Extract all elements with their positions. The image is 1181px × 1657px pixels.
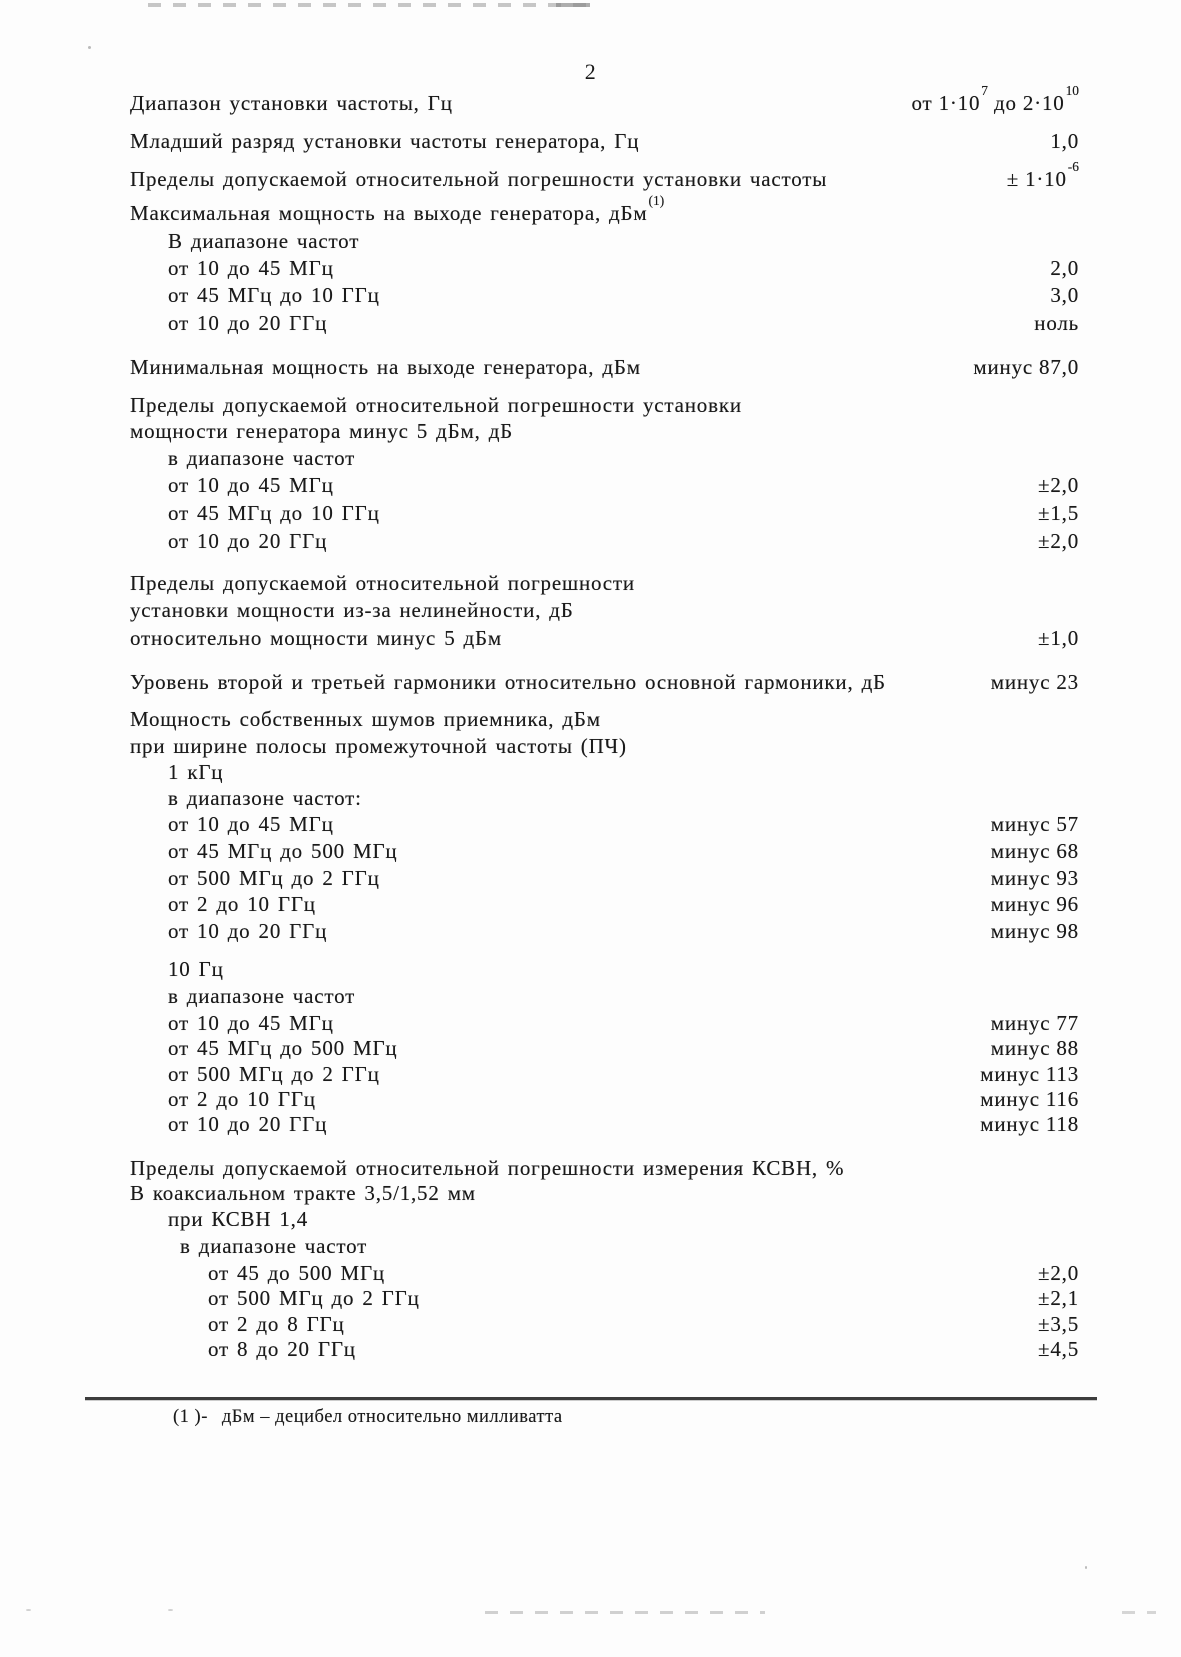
spec-value: минус 87,0 — [973, 355, 1079, 379]
spec-label: от 45 до 500 МГц — [208, 1261, 385, 1285]
spec-row — [0, 762, 1181, 789]
spec-value: 3,0 — [1050, 283, 1079, 307]
spec-label: от 45 МГц до 500 МГц — [168, 839, 398, 863]
spec-row — [0, 285, 1181, 312]
spec-value: ±1,5 — [1038, 501, 1079, 525]
spec-label: от 10 до 20 ГГц — [168, 919, 328, 943]
spec-row — [0, 395, 1181, 422]
spec-label: Уровень второй и третьей гармоники относительно основной гармоники, дБ — [130, 670, 886, 694]
spec-value: минус 88 — [990, 1036, 1079, 1060]
spec-label: 10 Гц — [168, 957, 224, 981]
spec-label: в диапазоне частот — [168, 446, 356, 470]
spec-row — [0, 672, 1181, 699]
spec-row — [0, 894, 1181, 921]
spec-value: ±2,0 — [1038, 473, 1079, 497]
spec-value: 2,0 — [1050, 256, 1079, 280]
spec-row — [0, 1114, 1181, 1141]
spec-value: минус 23 — [990, 670, 1079, 694]
spec-label: от 45 МГц до 10 ГГц — [168, 283, 380, 307]
spec-label: Пределы допускаемой относительной погрешности установки частоты — [130, 167, 828, 191]
spec-label: Пределы допускаемой относительной погрешности измерения КСВН, % — [130, 1156, 845, 1180]
spec-row — [0, 1038, 1181, 1065]
spec-value: ± $1\cdot 10^{-6}$ — [1006, 158, 1079, 191]
spec-row — [0, 357, 1181, 384]
spec-label: при КСВН 1,4 — [168, 1207, 308, 1231]
spec-row — [0, 475, 1181, 502]
spec-label: Пределы допускаемой относительной погрешности — [130, 571, 635, 595]
spec-label: Минимальная мощность на выходе генератора, дБм — [130, 355, 641, 379]
spec-row — [0, 158, 1181, 196]
spec-label: от 2 до 10 ГГц — [168, 892, 316, 916]
spec-row — [0, 82, 1181, 120]
spec-value: ноль — [1034, 311, 1079, 335]
spec-label: при ширине полосы промежуточной частоты (ПЧ) — [130, 734, 627, 758]
spec-row — [0, 1183, 1181, 1210]
spec-row — [0, 1339, 1181, 1366]
spec-row — [0, 986, 1181, 1013]
spec-label: от 10 до 45 МГц — [168, 473, 334, 497]
spec-value: минус 57 — [990, 812, 1079, 836]
spec-row — [0, 573, 1181, 600]
spec-label: относительно мощности минус 5 дБм — [130, 626, 502, 650]
spec-label: от 10 до 45 МГц — [168, 1011, 334, 1035]
spec-row — [0, 736, 1181, 763]
scan-speck — [168, 1609, 173, 1611]
spec-row — [0, 709, 1181, 736]
spec-value: минус 116 — [980, 1087, 1079, 1111]
spec-row — [0, 421, 1181, 448]
spec-value: минус 118 — [980, 1112, 1079, 1136]
footnote-rule — [85, 1397, 1097, 1400]
spec-row — [0, 1314, 1181, 1341]
spec-label: в диапазоне частот — [180, 1234, 368, 1258]
spec-row — [0, 600, 1181, 627]
spec-value: ±2,0 — [1038, 1261, 1079, 1285]
spec-row — [0, 921, 1181, 948]
spec-row — [0, 959, 1181, 986]
footnote-marker: (1 )- — [173, 1407, 208, 1427]
spec-row — [0, 448, 1181, 475]
spec-label: от 10 до 20 ГГц — [168, 1112, 328, 1136]
spec-row — [0, 1263, 1181, 1290]
spec-label: от 45 МГц до 500 МГц — [168, 1036, 398, 1060]
spec-value: минус 93 — [990, 866, 1079, 890]
spec-row — [0, 841, 1181, 868]
spec-label: от 10 до 20 ГГц — [168, 311, 328, 335]
spec-value: ±1,0 — [1038, 626, 1079, 650]
footnote — [173, 1406, 563, 1428]
page-number: 2 — [584, 59, 597, 84]
spec-row — [0, 1236, 1181, 1263]
spec-label: 1 кГц — [168, 760, 224, 784]
spec-row — [0, 1288, 1181, 1315]
spec-label: установки мощности из-за нелинейности, дБ — [130, 598, 574, 622]
spec-label: от 8 до 20 ГГц — [208, 1337, 356, 1361]
spec-label: от 500 МГц до 2 ГГц — [208, 1286, 420, 1310]
spec-label: в диапазоне частот — [168, 984, 356, 1008]
spec-label: В коаксиальном тракте 3,5/1,52 мм — [130, 1181, 476, 1205]
spec-row — [0, 231, 1181, 258]
spec-value: минус 77 — [990, 1011, 1079, 1035]
spec-label: от 10 до 20 ГГц — [168, 529, 328, 553]
spec-label: от 500 МГц до 2 ГГц — [168, 866, 380, 890]
spec-label: В диапазоне частот — [168, 229, 360, 253]
spec-row — [0, 313, 1181, 340]
spec-value: 1,0 — [1050, 129, 1079, 153]
spec-label: от 2 до 8 ГГц — [208, 1312, 345, 1336]
spec-label: в диапазоне частот: — [168, 786, 362, 810]
spec-label: от 500 МГц до 2 ГГц — [168, 1062, 380, 1086]
spec-label: Мощность собственных шумов приемника, дБм — [130, 707, 601, 731]
scan-speck — [26, 1609, 31, 1611]
spec-value: минус 113 — [980, 1062, 1079, 1086]
spec-row — [0, 258, 1181, 285]
footnote-text: дБм – децибел относительно милливатта — [221, 1407, 563, 1427]
spec-label: мощности генератора минус 5 дБм, дБ — [130, 419, 514, 443]
spec-row — [0, 503, 1181, 530]
spec-value: ±2,0 — [1038, 529, 1079, 553]
spec-row — [0, 788, 1181, 815]
spec-value: минус 96 — [990, 892, 1079, 916]
spec-value: минус 68 — [990, 839, 1079, 863]
spec-label: Пределы допускаемой относительной погрешности установки — [130, 393, 742, 417]
spec-row — [0, 868, 1181, 895]
spec-label: Диапазон установки частоты, Гц — [130, 91, 453, 115]
spec-value: ±4,5 — [1038, 1337, 1079, 1361]
scan-artifact-bottom — [485, 1611, 765, 1614]
scan-speck — [1085, 1566, 1087, 1569]
spec-value: ±3,5 — [1038, 1312, 1079, 1336]
scan-artifact-bottom — [1122, 1611, 1156, 1614]
spec-label: Максимальная мощность на выходе генератора, дБм$^{(1)}$ — [130, 192, 665, 225]
spec-row — [0, 1209, 1181, 1236]
spec-label: Младший разряд установки частоты генератора, Гц — [130, 129, 640, 153]
spec-row — [0, 131, 1181, 158]
spec-label: от 10 до 45 МГц — [168, 812, 334, 836]
spec-label: от 2 до 10 ГГц — [168, 1087, 316, 1111]
spec-row — [0, 814, 1181, 841]
spec-row — [0, 628, 1181, 655]
spec-value: ±2,1 — [1038, 1286, 1079, 1310]
spec-value: минус 98 — [990, 919, 1079, 943]
spec-row — [0, 192, 1181, 230]
spec-row — [0, 531, 1181, 558]
spec-label: от 10 до 45 МГц — [168, 256, 334, 280]
spec-label: от 45 МГц до 10 ГГц — [168, 501, 380, 525]
spec-value: от $1\cdot 10^7$ до $2\cdot 10^{10}$ — [911, 82, 1079, 115]
